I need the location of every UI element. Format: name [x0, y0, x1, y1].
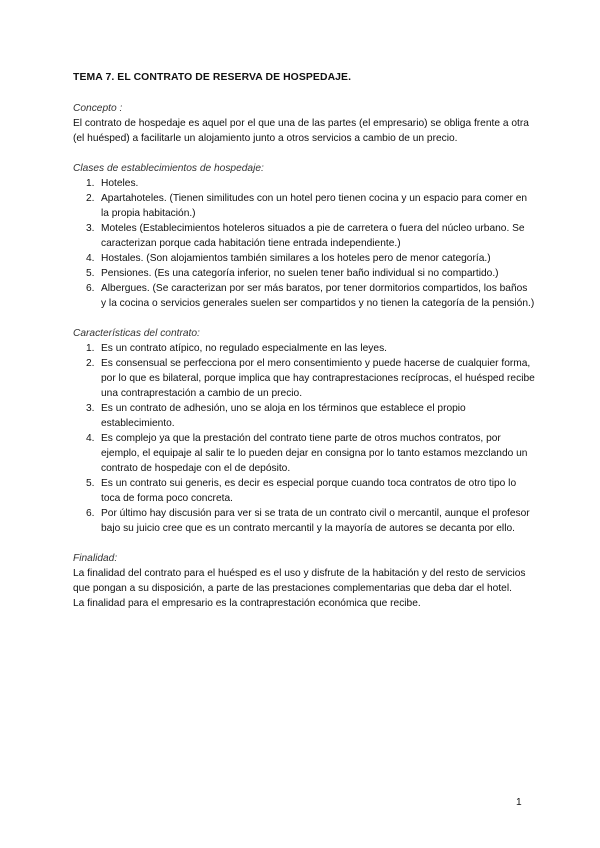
list-item: [73, 356, 535, 401]
list-item-number: 4.: [86, 433, 95, 444]
list-item-text: Hoteles.: [101, 178, 139, 189]
page-number: 1: [516, 797, 522, 808]
list-item-number: 3.: [86, 223, 95, 234]
list-item-number: 2.: [86, 193, 95, 204]
list-item-number: 3.: [86, 403, 95, 414]
list-item-text: Por último hay discusión para ver si se trata de un contrato civil o mercantil, aunque el profesor bajo su juicio cree que es un contrato mercantil y la mayoría de autores se decanta por ello.: [101, 508, 530, 534]
list-item-number: 6.: [86, 508, 95, 519]
list-item-number: 1.: [86, 178, 95, 189]
document-title: TEMA 7. EL CONTRATO DE RESERVA DE HOSPEDAJE.: [73, 72, 352, 83]
section-concepto: [73, 101, 535, 146]
caracteristicas-heading: Características del contrato:: [73, 328, 200, 339]
list-item: [73, 281, 535, 311]
list-item-text: Apartahoteles. (Tienen similitudes con un hotel pero tienen cocina y un espacio para comer en la propia habitación.): [101, 193, 528, 219]
list-item-number: 5.: [86, 268, 95, 279]
section-caracteristicas: [73, 326, 535, 536]
clases-heading: Clases de establecimientos de hospedaje:: [73, 163, 264, 174]
finalidad-heading: Finalidad:: [73, 553, 118, 564]
list-item-text: Pensiones. (Es una categoría inferior, no suelen tener baño individual si no compartido.): [101, 268, 499, 279]
list-item-number: 2.: [86, 358, 95, 369]
finalidad-paragraph: La finalidad para el empresario es la contraprestación económica que recibe.: [73, 598, 421, 609]
list-item: [73, 431, 535, 476]
list-item-text: Es consensual se perfecciona por el mero consentimiento y puede hacerse de cualquier forma, por lo que es bilateral, porque implica que hay contraprestaciones recíprocas, el huésped recibe una contraprestación a cambio de un precio.: [101, 358, 535, 399]
section-clases: [73, 161, 535, 311]
clases-list: [73, 176, 535, 311]
list-item-text: Es un contrato de adhesión, uno se aloja en los términos que establece el propio establecimiento.: [101, 403, 466, 429]
list-item-text: Hostales. (Son alojamientos también similares a los hoteles pero de menor categoría.): [101, 253, 491, 264]
list-item: [73, 176, 535, 191]
list-item: [73, 221, 535, 251]
section-finalidad: [73, 551, 535, 611]
concepto-text: El contrato de hospedaje es aquel por el que una de las partes (el empresario) se obliga frente a otra (el huésped) a facilitarle un alojamiento junto a otros servicios a cambio de un precio.: [73, 118, 529, 144]
list-item: [73, 506, 535, 536]
document-content: [73, 70, 535, 626]
list-item-text: Es un contrato sui generis, es decir es especial porque cuando toca contratos de otro tipo lo toca de forma poco concreta.: [101, 478, 517, 504]
list-item-text: Moteles (Establecimientos hoteleros situados a pie de carretera o fuera del núcleo urbano. Se caracterizan porque cada habitación tiene entrada independiente.): [101, 223, 525, 249]
list-item: [73, 476, 535, 506]
list-item-text: Es un contrato atípico, no regulado especialmente en las leyes.: [101, 343, 387, 354]
list-item-number: 4.: [86, 253, 95, 264]
list-item: [73, 341, 535, 356]
list-item: [73, 401, 535, 431]
list-item-number: 5.: [86, 478, 95, 489]
caracteristicas-list: [73, 341, 535, 536]
list-item: [73, 266, 535, 281]
list-item: [73, 251, 535, 266]
list-item-text: Es complejo ya que la prestación del contrato tiene parte de otros muchos contratos, por ejemplo, el equipaje al salir te lo pueden dejar en consigna por lo tanto estamos mezclando un contrato de hospedaje con el de depósito.: [101, 433, 528, 474]
list-item-number: 1.: [86, 343, 95, 354]
concepto-heading: Concepto :: [73, 103, 123, 114]
list-item: [73, 191, 535, 221]
list-item-number: 6.: [86, 283, 95, 294]
finalidad-paragraph: La finalidad del contrato para el huésped es el uso y disfrute de la habitación y del resto de servicios que pongan a su disposición, a parte de las prestaciones complementarias que deba dar el hotel.: [73, 568, 526, 594]
list-item-text: Albergues. (Se caracterizan por ser más baratos, por tener dormitorios compartidos, los baños y la cocina o servicios generales suelen ser compartidos y no tienen la categoría de la pensión.): [101, 283, 535, 309]
